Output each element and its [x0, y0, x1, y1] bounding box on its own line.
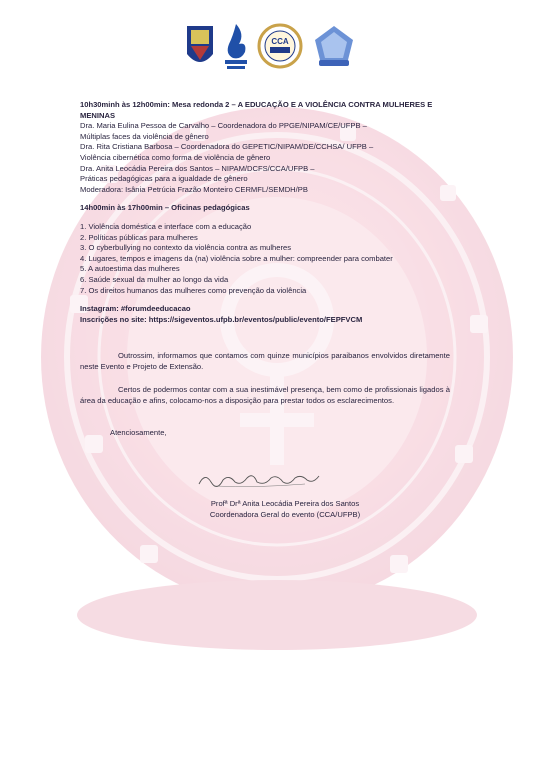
workshop-item: 5. A autoestima das mulheres — [80, 264, 180, 274]
letter-content — [80, 100, 450, 438]
registration-link[interactable]: Inscrições no site: https://sigeventos.ufpb.br/eventos/public/evento/FEPFVCM — [80, 314, 363, 324]
cca-seal-icon — [257, 20, 303, 72]
workshop-item: 2. Políticas públicas para mulheres — [80, 232, 198, 242]
panel-line: Dra. Anita Leocádia Pereira dos Santos – NIPAM/DCFS/CCA/UFPB – — [80, 163, 315, 173]
signatory-name: Profª Drª Anita Leocádia Pereira dos Santos — [210, 499, 360, 508]
panel-line: Dra. Maria Eulina Pessoa de Carvalho – Coordenadora do PPGE/NIPAM/CE/UFPB – — [80, 121, 367, 131]
instagram-handle: Instagram: #forumdeeducacao — [80, 304, 191, 314]
workshops-heading: 14h00min às 17h00min – Oficinas pedagógicas — [80, 203, 250, 213]
panel-heading: 10h30minh às 12h00min: Mesa redonda 2 – A EDUCAÇÃO E A VIOLÊNCIA CONTRA MULHERES E MENINAS — [80, 100, 433, 120]
workshop-item: 1. Violência doméstica e interface com a educação — [80, 221, 252, 231]
signatory-block — [190, 498, 380, 520]
ufpb-crest-icon — [185, 20, 215, 72]
body-paragraph: Outrossim, informamos que contamos com quinze municípios paraibanos envolvidos diretamente neste Evento e Projeto de Extensão. — [80, 351, 450, 371]
flame-logo-icon — [221, 20, 251, 72]
workshop-item: 7. Os direitos humanos das mulheres como prevenção da violência — [80, 285, 307, 295]
panel-line: Violência cibernética como forma de violência de gênero — [80, 152, 271, 162]
closing: Atenciosamente, — [110, 427, 167, 437]
workshop-item: 3. O cyberbullying no contexto da violência contra as mulheres — [80, 243, 292, 253]
panel-line: Práticas pedagógicas para a igualdade de gênero — [80, 174, 248, 184]
svg-text:CCA: CCA — [271, 37, 289, 46]
panel-line: Moderadora: Isânia Petrúcia Frazão Monteiro CERMFL/SEMDH/PB — [80, 184, 308, 194]
body-paragraph: Certos de podermos contar com a sua inestimável presença, bem como de profissionais ligados à área da educação e afins, colocamo-nos a disposição para prestar todos os esclarecimentos. — [80, 385, 450, 406]
header-logos — [185, 18, 365, 74]
workshop-item: 6. Saúde sexual da mulher ao longo da vida — [80, 274, 229, 284]
panel-line: Dra. Rita Cristiana Barbosa – Coordenadora do GEPETIC/NIPAM/DE/CCHSA/ UFPB – — [80, 142, 374, 152]
blue-emblem-icon — [309, 20, 359, 72]
signatory-role: Coordenadora Geral do evento (CCA/UFPB) — [209, 510, 361, 519]
panel-line: Múltiplas faces da violência de gênero — [80, 131, 209, 141]
workshop-item: 4. Lugares, tempos e imagens da (na) violência sobre a mulher: compreender para combater — [80, 253, 393, 263]
handwritten-signature — [195, 468, 325, 490]
